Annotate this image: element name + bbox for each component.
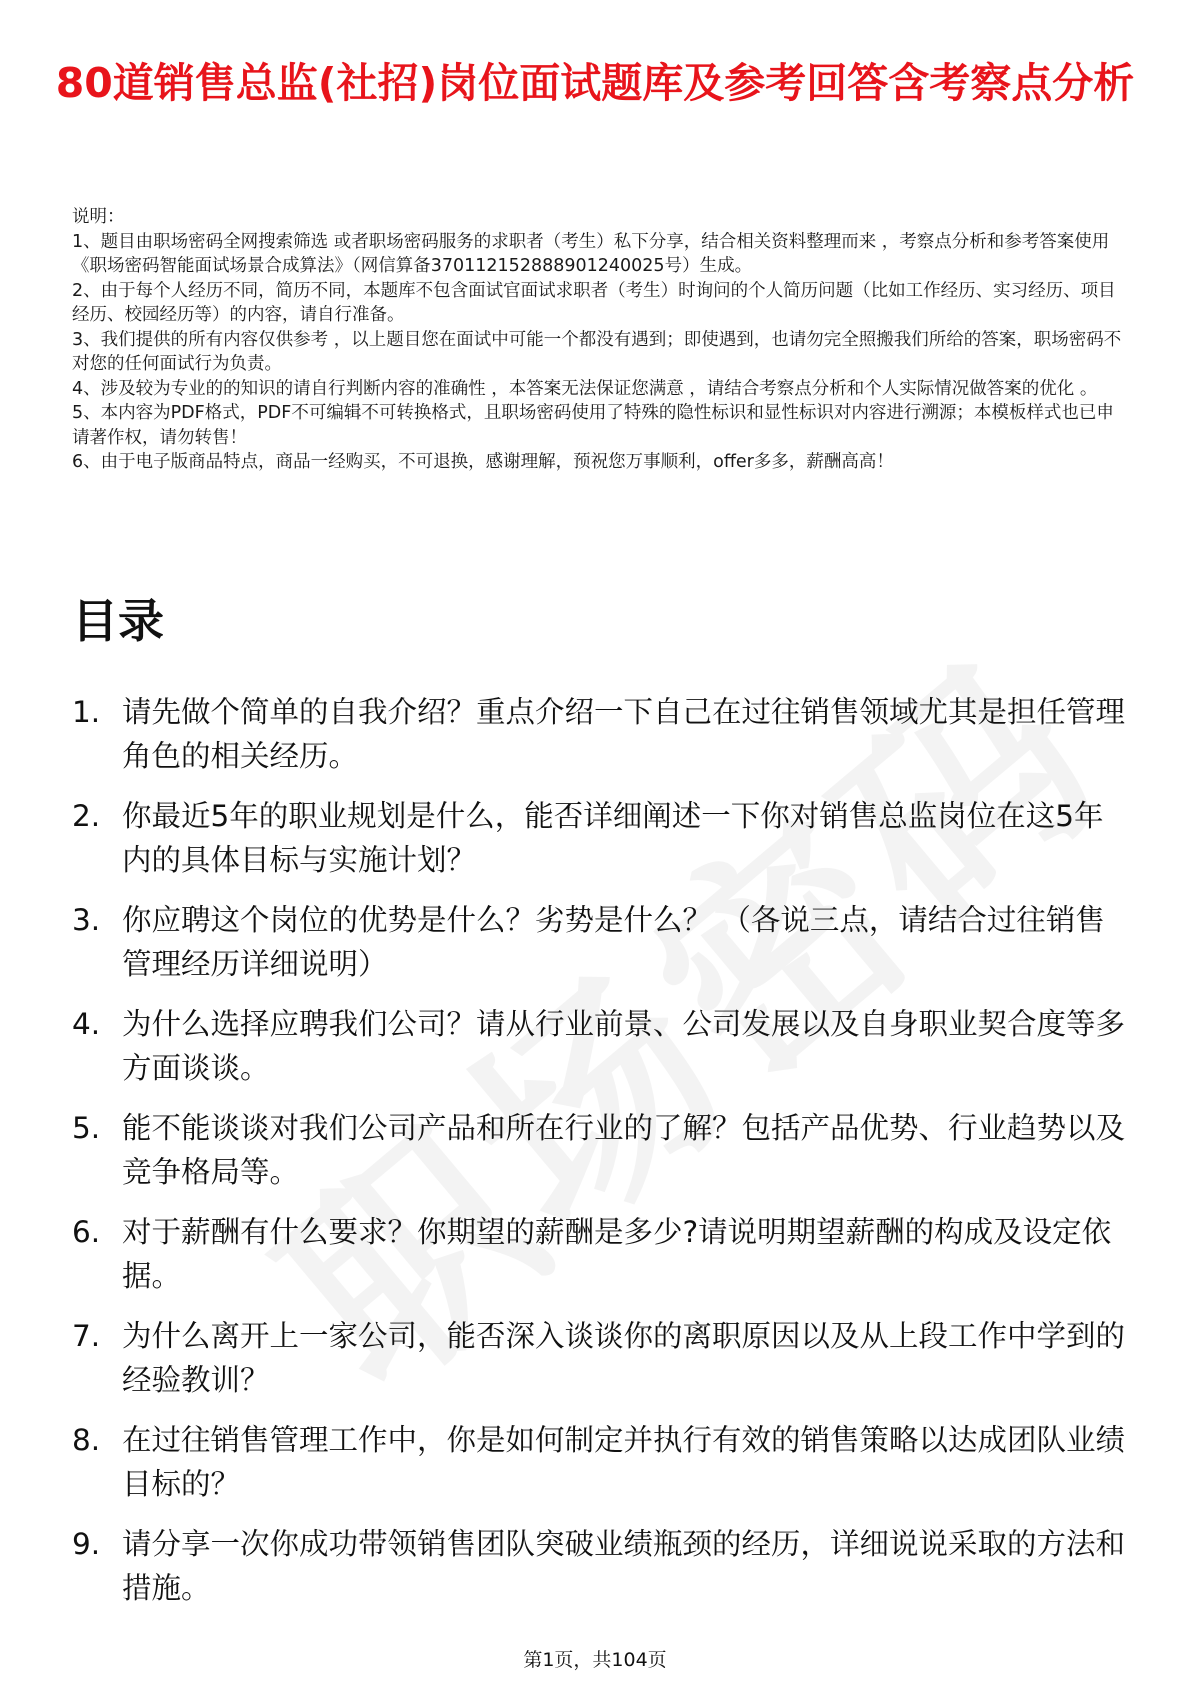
toc-item-text: 为什么离开上一家公司，能否深入谈谈你的离职原因以及从上段工作中学到的经验教训？ [122, 1319, 1126, 1397]
toc-item-text: 对于薪酬有什么要求？你期望的薪酬是多少?请说明期望薪酬的构成及设定依据。 [122, 1215, 1112, 1293]
toc-item[interactable] [72, 1418, 1132, 1506]
note-item: 1、题目由职场密码全网搜索筛选 或者职场密码服务的求职者（考生）私下分享，结合相关资料整理而来 ，考察点分析和参考答案使用《职场密码智能面试场景合成算法》（网信算备370112152888901240025号）生成。 [72, 231, 1110, 276]
toc-item-text: 为什么选择应聘我们公司？请从行业前景、公司发展以及自身职业契合度等多方面谈谈。 [122, 1007, 1126, 1085]
document-title: 80道销售总监(社招)岗位面试题库及参考回答含考察点分析 [55, 59, 1135, 107]
toc-item-text: 请先做个简单的自我介绍？重点介绍一下自己在过往销售领域尤其是担任管理角色的相关经历。 [122, 695, 1126, 773]
toc-heading: 目录 [72, 594, 164, 648]
toc-item[interactable] [72, 1002, 1132, 1090]
table-of-contents [72, 690, 1132, 1626]
toc-item-number: 8. [72, 1423, 101, 1457]
note-item: 6、由于电子版商品特点，商品一经购买，不可退换，感谢理解，预祝您万事顺利，offer多多，薪酬高高！ [72, 452, 894, 472]
toc-item-text: 请分享一次你成功带领销售团队突破业绩瓶颈的经历，详细说说采取的方法和措施。 [122, 1527, 1126, 1605]
toc-item[interactable] [72, 1314, 1132, 1402]
toc-item-number: 6. [72, 1215, 101, 1249]
note-item: 3、我们提供的所有内容仅供参考 ，以上题目您在面试中可能一个都没有遇到；即使遇到，也请勿完全照搬我们所给的答案，职场密码不对您的任何面试行为负责。 [72, 329, 1122, 374]
toc-item-number: 7. [72, 1319, 101, 1353]
toc-item-number: 2. [72, 799, 101, 833]
toc-item-text: 你最近5年的职业规划是什么，能否详细阐述一下你对销售总监岗位在这5年内的具体目标与实施计划？ [122, 799, 1104, 877]
toc-item[interactable] [72, 690, 1132, 778]
toc-item-number: 5. [72, 1111, 101, 1145]
toc-item-text: 能不能谈谈对我们公司产品和所在行业的了解？包括产品优势、行业趋势以及竞争格局等。 [122, 1111, 1126, 1189]
page-footer: 第1页，共104页 [523, 1649, 667, 1671]
notes-section [72, 205, 1122, 475]
toc-item[interactable] [72, 1210, 1132, 1298]
toc-item-text: 在过往销售管理工作中，你是如何制定并执行有效的销售策略以达成团队业绩目标的？ [122, 1423, 1126, 1501]
toc-item-number: 9. [72, 1527, 101, 1561]
toc-item-text: 你应聘这个岗位的优势是什么？劣势是什么？ （各说三点，请结合过往销售管理经历详细说明） [122, 903, 1105, 981]
note-item: 2、由于每个人经历不同，简历不同，本题库不包含面试官面试求职者（考生）时询问的个人简历问题（比如工作经历、实习经历、项目经历、校园经历等）的内容，请自行准备。 [72, 280, 1116, 325]
note-item: 5、本内容为PDF格式，PDF不可编辑不可转换格式，且职场密码使用了特殊的隐性标识和显性标识对内容进行溯源；本模板样式也已申请著作权，请勿转售！ [72, 403, 1114, 448]
notes-heading: 说明： [72, 207, 125, 227]
toc-item[interactable] [72, 1522, 1132, 1610]
toc-item[interactable] [72, 898, 1132, 986]
toc-item[interactable] [72, 1106, 1132, 1194]
note-item: 4、涉及较为专业的的知识的请自行判断内容的准确性 ，本答案无法保证您满意 ，请结合考察点分析和个人实际情况做答案的优化 。 [72, 378, 1098, 399]
toc-item-number: 1. [72, 695, 101, 729]
toc-item[interactable] [72, 794, 1132, 882]
toc-item-number: 3. [72, 903, 101, 937]
toc-item-number: 4. [72, 1007, 101, 1041]
